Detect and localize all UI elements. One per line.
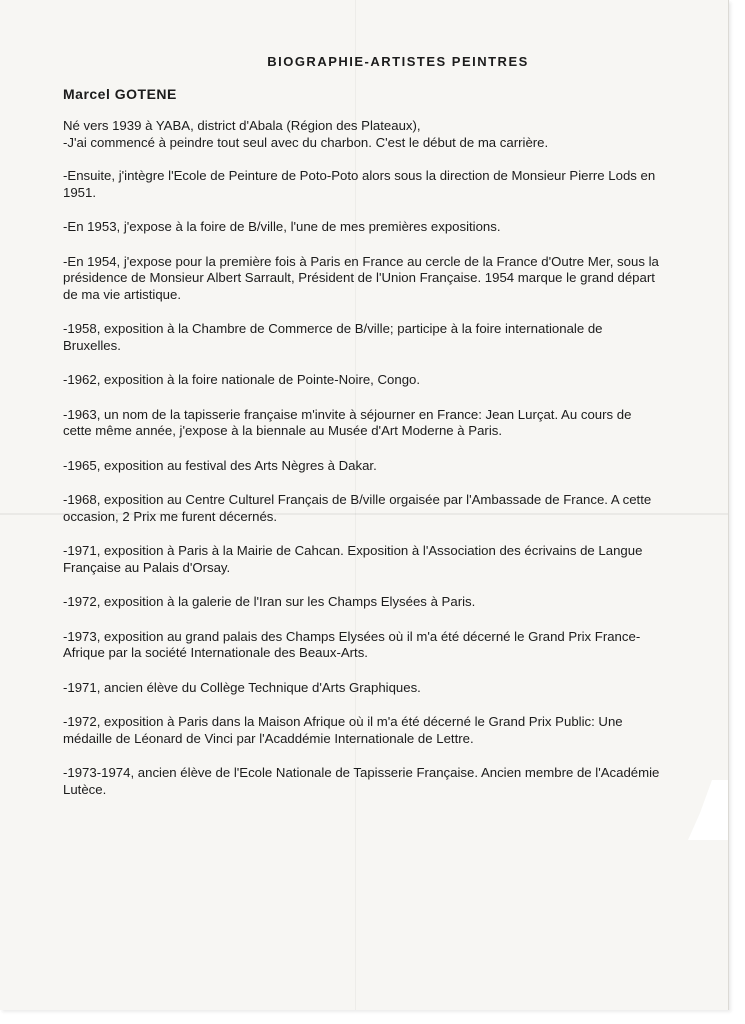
document-title: BIOGRAPHIE-ARTISTES PEINTRES bbox=[267, 54, 529, 69]
paragraph-4: -En 1954, j'expose pour la première fois à Paris en France au cercle de la France d'Outre Mer, sous la présidence de Monsieur Albert Sarrault, Président de l'Union Française. 1954 marque le grand départ de ma vie artistique. bbox=[63, 253, 659, 302]
paragraph-1: Né vers 1939 à YABA, district d'Abala (Région des Plateaux), -J'ai commencé à peindre tout seul avec du charbon. C'est le début de ma carrière. bbox=[63, 118, 549, 150]
paragraph-8: -1965, exposition au festival des Arts Nègres à Dakar. bbox=[63, 457, 377, 473]
paragraph-12: -1973, exposition au grand palais des Champs Elysées où il m'a été décerné le Grand Prix France-Afrique par la société Internationale des Beaux-Arts. bbox=[63, 628, 641, 660]
paragraph-7: -1963, un nom de la tapisserie française m'invite à séjourner en France: Jean Lurçat. Au cours de cette même année, j'expose à la biennale au Musée d'Art Moderne à Paris. bbox=[63, 406, 632, 438]
paragraph-13: -1971, ancien élève du Collège Technique d'Arts Graphiques. bbox=[63, 679, 421, 695]
paragraph-9: -1968, exposition au Centre Culturel Français de B/ville orgaisée par l'Ambassade de France. A cette occasion, 2 Prix me furent décernés. bbox=[63, 492, 652, 524]
paragraph-14: -1972, exposition à Paris dans la Maison Afrique où il m'a été décerné le Grand Prix Public: Une médaille de Léonard de Vinci par l'Acaddémie Internationale de Lettre. bbox=[63, 714, 623, 746]
torn-edge bbox=[688, 780, 728, 840]
paragraph-3: -En 1953, j'expose à la foire de B/ville, l'une de mes premières expositions. bbox=[63, 219, 501, 234]
document-body bbox=[63, 54, 663, 816]
paragraph-6: -1962, exposition à la foire nationale de Pointe-Noire, Congo. bbox=[63, 372, 421, 387]
paragraph-15: -1973-1974, ancien élève de l'Ecole Nationale de Tapisserie Française. Ancien membre de l'Académie Lutèce. bbox=[63, 765, 660, 797]
paragraph-5: -1958, exposition à la Chambre de Commerce de B/ville; participe à la foire internationale de Bruxelles. bbox=[63, 321, 603, 353]
paragraph-2: -Ensuite, j'intègre l'Ecole de Peinture de Poto-Poto alors sous la direction de Monsieur Pierre Lods en 1951. bbox=[63, 168, 656, 200]
artist-name: Marcel GOTENE bbox=[63, 86, 177, 102]
paragraph-10: -1971, exposition à Paris à la Mairie de Cahcan. Exposition à l'Association des écrivains de Langue Française au Palais d'Orsay. bbox=[63, 543, 643, 575]
paragraph-11: -1972, exposition à la galerie de l'Iran sur les Champs Elysées à Paris. bbox=[63, 594, 476, 609]
